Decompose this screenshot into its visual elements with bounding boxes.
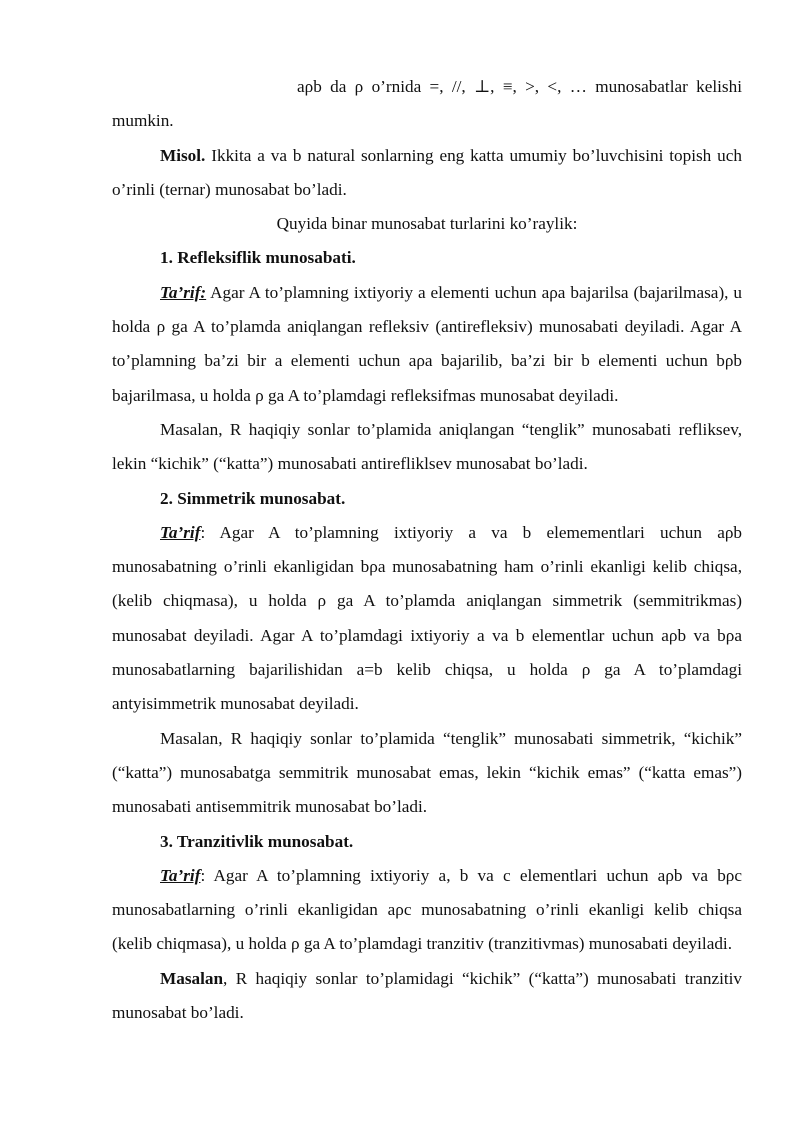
section2-tarif-label: Ta’rif (160, 522, 201, 542)
section3-tarif-text: : Agar A to’plamning ixtiyoriy a, b va c elementlari uchun aρb va bρc munosabatlarning o’rinli ekanligidan aρc munosabatning o’rinli ekanligi kelib chiqsa (kelib chiqmasa), u holda ρ ga A to’plamdagi tranzitiv (tranzitivmas) munosabati deyiladi. (112, 865, 742, 954)
section1-example: Masalan, R haqiqiy sonlar to’plamida aniqlangan “tenglik” munosabati refliksev, lekin “kichik” (“katta”) munosabati antirefliklsev munosabat bo’ladi. (112, 419, 742, 474)
binar-intro: Quyida binar munosabat turlarini ko’raylik: (276, 214, 578, 234)
section1-tarif-text: Agar A to’plamning ixtiyoriy a elementi uchun aρa bajarilsa (bajarilmasa), u holda ρ ga A to’plamda aniqlangan refleksiv (antirefleksiv) munosabati deyiladi. Agar A to’plamning ba’zi bir a elementi uchun aρa bajarilib, ba’zi bir b elementi uchun bρb bajarilmasa, u holda ρ ga A to’plamdagi refleksifmas munosabat deyiladi. (112, 282, 742, 405)
misol-paragraph (112, 139, 742, 208)
section2-tarif-text: : Agar A to’plamning ixtiyoriy a va b elemementlari uchun aρb munosabatning o’rinli ekanligidan bρa munosabatning ham o’rinli ekanligi kelib chiqsa,(kelib chiqmasa), u holda ρ ga A to’plamda aniqlangan simmetrik (semmitrikmas) munosabat deyiladi. Agar A to’plamdagi ixtiyoriy a va b elementlar uchun aρb va bρa munosabatlarning bajarilishidan a=b kelib chiqsa, u holda ρ ga A to’plamdagi antyisimmetrik munosabat deyiladi. (112, 522, 742, 714)
misol-text: Ikkita a va b natural sonlarning eng katta umumiy bo’luvchisini topish uch o’rinli (ternar) munosabat bo’ladi. (112, 145, 742, 199)
section1-definition (112, 276, 742, 413)
intro-paragraph: aρb da ρ o’rnida =, //, ⊥, ≡, >, <, … munosabatlar kelishi mumkin. (112, 77, 742, 131)
section3-example-label: Masalan (160, 968, 224, 988)
section2-heading: 2. Simmetrik munosabat. (160, 488, 346, 508)
section1-tarif-label: Ta’rif: (160, 282, 207, 302)
section3-heading: 3. Tranzitivlik munosabat. (160, 831, 354, 851)
document-page (112, 70, 742, 1030)
section3-example (112, 962, 742, 1031)
section3-example-text: , R haqiqiy sonlar to’plamidagi “kichik” (“katta”) munosabati tranzitiv munosabat bo’ladi. (112, 968, 742, 1023)
section3-tarif-label: Ta’rif (160, 865, 201, 885)
section2-example: Masalan, R haqiqiy sonlar to’plamida “tenglik” munosabati simmetrik, “kichik” (“katta”) munosabatga semmitrik munosabat emas, lekin “kichik emas” (“katta emas”) munosabati antisemmitrik munosabat bo’ladi. (112, 728, 742, 817)
section3-definition (112, 859, 742, 962)
section1-heading: 1. Refleksiflik munosabati. (160, 248, 356, 268)
section2-definition (112, 516, 742, 722)
misol-label: Misol. (160, 145, 206, 165)
